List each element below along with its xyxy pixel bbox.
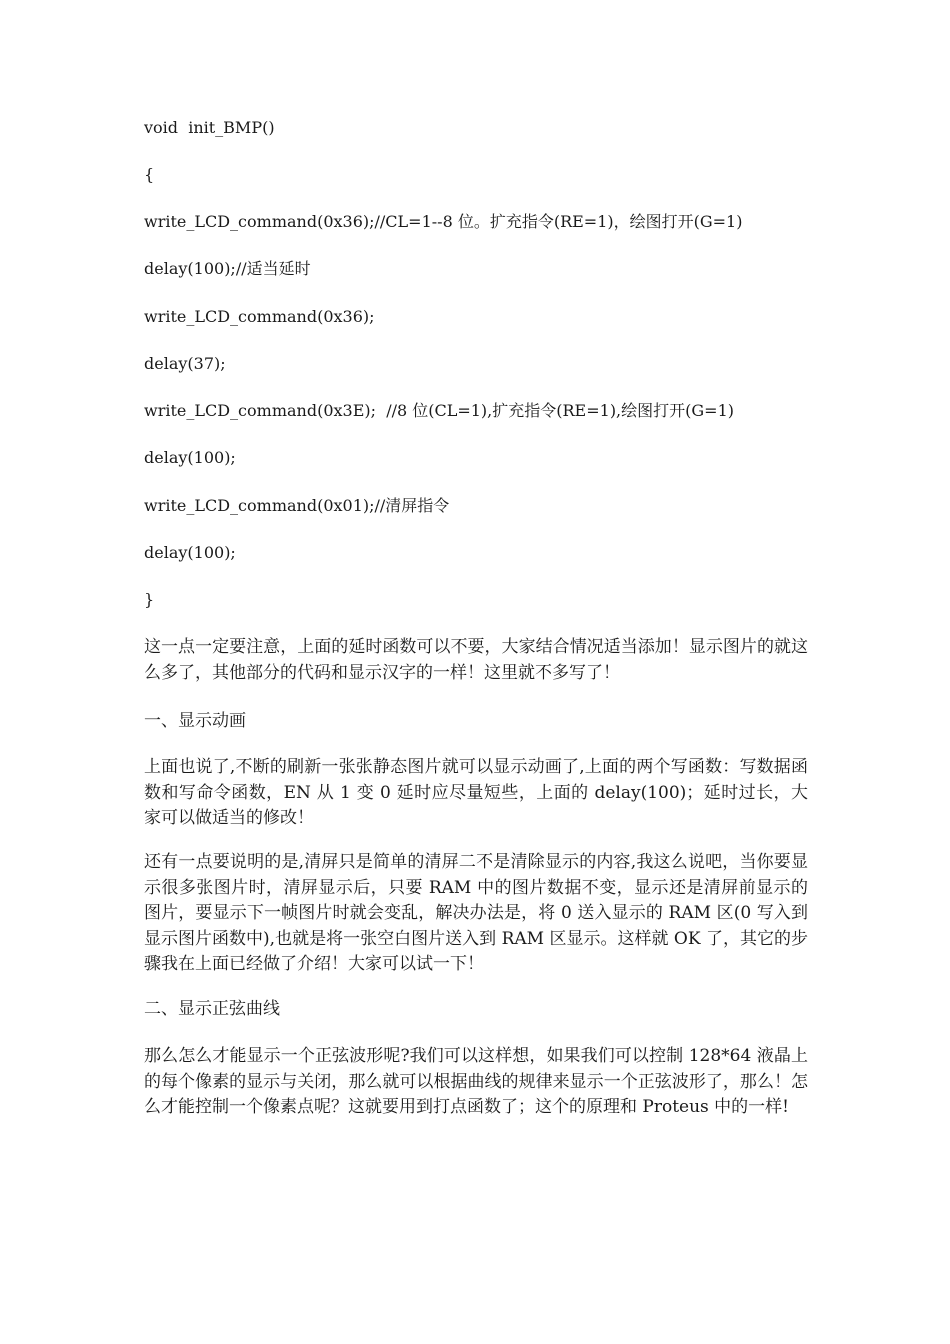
code-line-delay-1: delay(100);//适当延时 (144, 259, 311, 278)
code-line-close-brace: } (144, 590, 155, 609)
code-line-command-3: write_LCD_command(0x3E); //8 位(CL=1),扩充指令(RE=1),绘图打开(G=1) (144, 401, 734, 420)
section-heading-sine-curve: 二、显示正弦曲线 (144, 999, 280, 1019)
code-line-open-brace: { (144, 165, 155, 184)
paragraph-clear-screen: 还有一点要说明的是,清屏只是简单的清屏二不是清除显示的内容,我这么说吧，当你要显示很多张图片时，清屏显示后，只要 RAM 中的图片数据不变，显示还是清屏前显示的图片，要显示下一帧图片时就会变乱，解决办法是，将 0 送入显示的 RAM 区(0 写入到显示图片函数中),也就是将一张空白图片送入到 RAM 区显示。这样就 OK 了，其它的步骤我在上面已经做了介绍！大家可以试一下！ (144, 852, 808, 974)
paragraph-animation: 上面也说了,不断的刷新一张张静态图片就可以显示动画了,上面的两个写函数：写数据函数和写命令函数，EN 从 1 变 0 延时应尽量短些，上面的 delay(100)；延时过长，大家可以做适当的修改！ (144, 757, 808, 828)
code-line-command-1: write_LCD_command(0x36);//CL=1--8 位。扩充指令(RE=1)，绘图打开(G=1) (144, 212, 743, 231)
paragraph-delay-note: 这一点一定要注意，上面的延时函数可以不要，大家结合情况适当添加！显示图片的就这么多了，其他部分的代码和显示汉字的一样！这里就不多写了！ (144, 637, 808, 683)
code-line-command-2: write_LCD_command(0x36); (144, 307, 375, 326)
code-line-delay-4: delay(100); (144, 543, 236, 562)
code-line-function-signature: void init_BMP() (144, 118, 275, 137)
code-line-delay-2: delay(37); (144, 354, 226, 373)
section-heading-animation: 一、显示动画 (144, 711, 246, 731)
paragraph-sine-wave: 那么怎么才能显示一个正弦波形呢?我们可以这样想，如果我们可以控制 128*64 液晶上的每个像素的显示与关闭，那么就可以根据曲线的规律来显示一个正弦波形了，那么！怎么才能控制一个像素点呢？这就要用到打点函数了；这个的原理和 Proteus 中的一样! (144, 1046, 808, 1117)
code-line-command-4: write_LCD_command(0x01);//清屏指令 (144, 496, 450, 515)
code-line-delay-3: delay(100); (144, 448, 236, 467)
